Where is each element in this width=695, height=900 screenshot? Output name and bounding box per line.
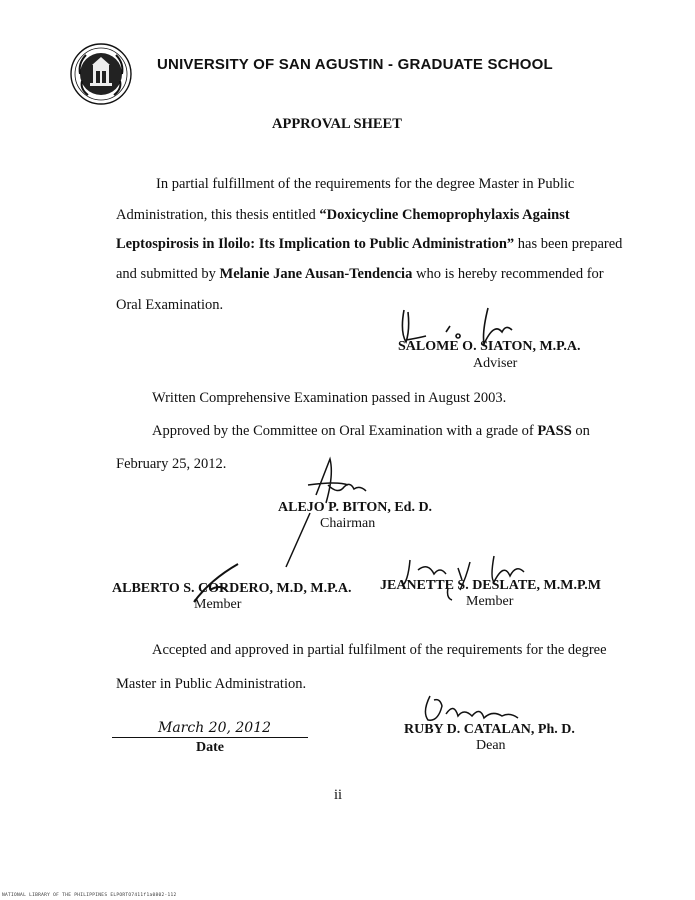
paragraph-line-3: Leptospirosis in Iloilo: Its Implication to Public Administration” has been prepared bbox=[116, 236, 623, 252]
chairman-role: Chairman bbox=[320, 516, 376, 531]
thesis-title-part-1: “Doxicycline Chemoprophylaxis Against bbox=[319, 207, 570, 223]
page-title: APPROVAL SHEET bbox=[272, 116, 402, 132]
written-exam-line: Written Comprehensive Examination passed in August 2003. bbox=[152, 390, 507, 406]
acceptance-line-1: Accepted and approved in partial fulfilment of the requirements for the degree bbox=[152, 642, 607, 658]
paragraph-line-2: Administration, this thesis entitled “Doxicycline Chemoprophylaxis Against bbox=[116, 207, 570, 223]
dean-name: RUBY D. CATALAN, Ph. D. bbox=[404, 722, 575, 737]
acceptance-line-2: Master in Public Administration. bbox=[116, 676, 307, 692]
exam-date: February 25, 2012. bbox=[116, 456, 227, 472]
paragraph-line-4: and submitted by Melanie Jane Ausan-Tendencia who is hereby recommended for bbox=[116, 266, 604, 282]
chairman-name: ALEJO P. BITON, Ed. D. bbox=[278, 500, 433, 515]
page-number: ii bbox=[334, 787, 343, 803]
grade-value: PASS bbox=[537, 423, 572, 439]
university-seal bbox=[70, 43, 132, 105]
member-1-name: ALBERTO S. CORDERO, M.D, M.P.A. bbox=[112, 581, 352, 596]
date-signature-line bbox=[112, 737, 308, 738]
author-name: Melanie Jane Ausan-Tendencia bbox=[219, 266, 413, 282]
member-2-role: Member bbox=[466, 594, 514, 609]
date-label: Date bbox=[196, 740, 224, 755]
handwritten-date: March 20, 2012 bbox=[158, 720, 272, 736]
scan-footer: NATIONAL LIBRARY OF THE PHILIPPINES ELPORTO7411f1a0802-112 bbox=[2, 893, 177, 898]
member-1-role: Member bbox=[194, 597, 242, 612]
paragraph-line-1: In partial fulfillment of the requirements for the degree Master in Public bbox=[156, 176, 575, 192]
university-name: UNIVERSITY OF SAN AGUSTIN - GRADUATE SCHOOL bbox=[157, 56, 553, 73]
adviser-name: SALOME O. SIATON, M.P.A. bbox=[398, 339, 581, 354]
member-2-name: JEANETTE S. DESLATE, M.M.P.M bbox=[380, 578, 601, 593]
adviser-role: Adviser bbox=[473, 356, 518, 371]
dean-role: Dean bbox=[476, 738, 506, 753]
paragraph-line-5: Oral Examination. bbox=[116, 297, 224, 313]
oral-exam-line: Approved by the Committee on Oral Examination with a grade of PASS on bbox=[152, 423, 590, 439]
thesis-title-part-2: Leptospirosis in Iloilo: Its Implication to Public Administration” bbox=[116, 236, 515, 252]
